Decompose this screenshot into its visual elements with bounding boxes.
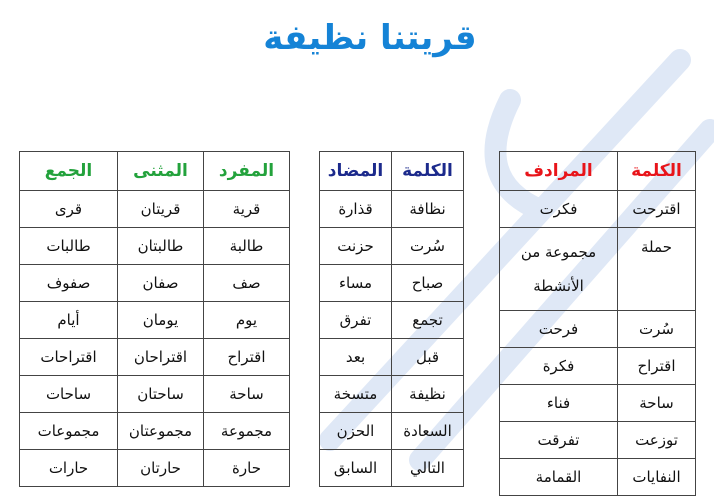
singular-cell: ساحة [204, 376, 290, 413]
antonym-cell: تفرق [320, 302, 392, 339]
dual-cell: حارتان [118, 450, 204, 487]
table-row [320, 265, 464, 302]
singular-cell: قرية [204, 191, 290, 228]
header-synonym: المرادف [500, 152, 618, 191]
table-row [20, 191, 290, 228]
table-row [320, 228, 464, 265]
table-row [500, 191, 696, 228]
header-plural: الجمع [20, 152, 118, 191]
table-row [20, 376, 290, 413]
table-header-row [20, 152, 290, 191]
word-cell [618, 228, 696, 311]
header-dual: المثنى [118, 152, 204, 191]
word-cell: اقترحت [618, 191, 696, 228]
word-cell: نظيفة [392, 376, 464, 413]
plural-cell: قرى [20, 191, 118, 228]
plural-cell: مجموعات [20, 413, 118, 450]
word-cell: التالي [392, 450, 464, 487]
dual-cell: ساحتان [118, 376, 204, 413]
antonym-cell: مساء [320, 265, 392, 302]
table-row [20, 339, 290, 376]
table-row [500, 459, 696, 496]
synonym-cell: فكرت [500, 191, 618, 228]
word-cell: النفايات [618, 459, 696, 496]
table-row [320, 191, 464, 228]
table-row [20, 265, 290, 302]
table-row [500, 311, 696, 348]
table-row [320, 302, 464, 339]
antonym-cell: قذارة [320, 191, 392, 228]
dual-cell: مجموعتان [118, 413, 204, 450]
table-row [320, 339, 464, 376]
synonym-cell: تفرقت [500, 422, 618, 459]
table-row [320, 450, 464, 487]
synonym-cell: فرحت [500, 311, 618, 348]
table-header-row [320, 152, 464, 191]
table-row [500, 348, 696, 385]
antonym-cell: حزنت [320, 228, 392, 265]
table-row [20, 450, 290, 487]
synonym-cell: مجموعة من الأنشطة [500, 228, 618, 311]
synonym-cell: القمامة [500, 459, 618, 496]
word-cell: تجمع [392, 302, 464, 339]
table-row [20, 302, 290, 339]
dual-cell: طالبتان [118, 228, 204, 265]
singular-cell: مجموعة [204, 413, 290, 450]
table-row [320, 413, 464, 450]
plural-cell: أيام [20, 302, 118, 339]
antonym-cell: السابق [320, 450, 392, 487]
dual-cell: اقتراحان [118, 339, 204, 376]
synonyms-table [499, 151, 696, 496]
antonym-cell: متسخة [320, 376, 392, 413]
table-row [500, 385, 696, 422]
word-cell: صباح [392, 265, 464, 302]
singular-cell: يوم [204, 302, 290, 339]
table-row [20, 228, 290, 265]
synonym-cell: فناء [500, 385, 618, 422]
plural-cell: حارات [20, 450, 118, 487]
word-cell: السعادة [392, 413, 464, 450]
header-word: الكلمة [618, 152, 696, 191]
singular-cell: صف [204, 265, 290, 302]
word-cell: قبل [392, 339, 464, 376]
word-text: حملة [641, 238, 672, 256]
word-cell: سُرت [392, 228, 464, 265]
plural-cell: طالبات [20, 228, 118, 265]
dual-cell: قريتان [118, 191, 204, 228]
plural-cell: ساحات [20, 376, 118, 413]
singular-cell: طالبة [204, 228, 290, 265]
word-cell: ساحة [618, 385, 696, 422]
table-header-row [500, 152, 696, 191]
antonym-cell: بعد [320, 339, 392, 376]
table-row [320, 376, 464, 413]
header-word: الكلمة [392, 152, 464, 191]
header-antonym: المضاد [320, 152, 392, 191]
plurals-table [19, 151, 290, 487]
table-row [20, 413, 290, 450]
singular-cell: حارة [204, 450, 290, 487]
word-cell: اقتراح [618, 348, 696, 385]
synonym-cell: فكرة [500, 348, 618, 385]
word-cell: توزعت [618, 422, 696, 459]
dual-cell: صفان [118, 265, 204, 302]
plural-cell: صفوف [20, 265, 118, 302]
dual-cell: يومان [118, 302, 204, 339]
antonyms-table [319, 151, 464, 487]
word-cell: نظافة [392, 191, 464, 228]
singular-cell: اقتراح [204, 339, 290, 376]
table-row [500, 228, 696, 311]
page-title: قريتنا نظيفة [263, 18, 477, 58]
header-singular: المفرد [204, 152, 290, 191]
word-cell: سُرت [618, 311, 696, 348]
table-row [500, 422, 696, 459]
plural-cell: اقتراحات [20, 339, 118, 376]
antonym-cell: الحزن [320, 413, 392, 450]
